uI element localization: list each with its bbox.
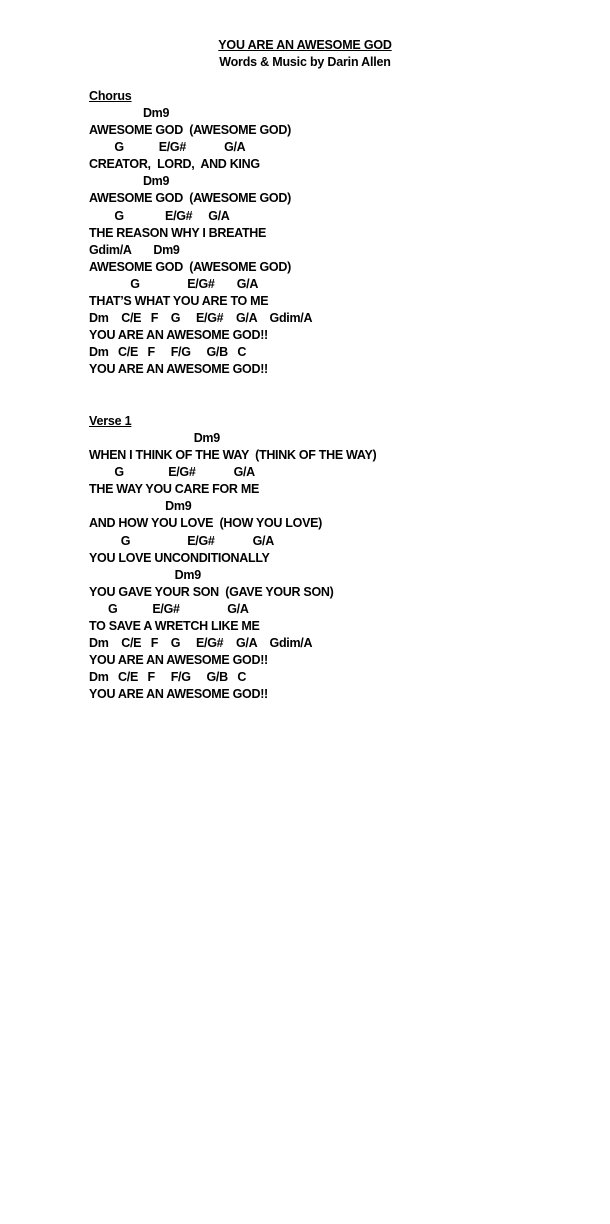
chorus-section — [89, 88, 589, 379]
chord-line: Dm C/E F F/G G/B C — [89, 345, 247, 360]
chord-line: Dm9 — [89, 431, 220, 445]
lyric-line: YOU LOVE UNCONDITIONALLY — [89, 550, 270, 565]
chord-line: Dm C/E F G E/G# G/A Gdim/A — [89, 311, 313, 326]
lyric-line: WHEN I THINK OF THE WAY (THINK OF THE WAY) — [89, 448, 377, 463]
chord-line: Dm C/E F F/G G/B C — [89, 670, 247, 685]
chord-line: G E/G# G/A — [89, 533, 274, 548]
lyric-line: AWESOME GOD (AWESOME GOD) — [89, 259, 291, 274]
lyric-line: AWESOME GOD (AWESOME GOD) — [89, 123, 291, 138]
chord-line: G E/G# G/A — [89, 465, 255, 480]
song-credit: Words & Music by Darin Allen — [219, 55, 391, 69]
chord-line: Dm9 — [89, 567, 201, 582]
lyric-line: AWESOME GOD (AWESOME GOD) — [89, 191, 291, 206]
lyric-line: YOU ARE AN AWESOME GOD!! — [89, 328, 268, 343]
lyric-line: CREATOR, LORD, AND KING — [89, 157, 260, 172]
verse1-label: Verse 1 — [89, 414, 132, 428]
chorus-label: Chorus — [89, 89, 132, 103]
lyric-line: YOU GAVE YOUR SON (GAVE YOUR SON) — [89, 584, 334, 599]
verse1-lines — [89, 430, 589, 704]
chord-line: G E/G# G/A — [89, 601, 249, 616]
chorus-lines — [89, 105, 589, 379]
lyric-line: THE REASON WHY I BREATHE — [89, 225, 267, 240]
chord-line: Dm9 — [89, 174, 170, 189]
lyric-line: YOU ARE AN AWESOME GOD!! — [89, 362, 268, 377]
chord-line: Gdim/A Dm9 — [89, 242, 180, 257]
lyric-line: TO SAVE A WRETCH LIKE ME — [89, 619, 260, 634]
lyric-line: THE WAY YOU CARE FOR ME — [89, 482, 259, 497]
chord-line: G E/G# G/A — [89, 140, 246, 155]
song-title: YOU ARE AN AWESOME GOD — [218, 38, 392, 52]
chord-line: G E/G# G/A — [89, 276, 259, 291]
lyric-line: THAT’S WHAT YOU ARE TO ME — [89, 294, 269, 309]
chord-line: Dm C/E F G E/G# G/A Gdim/A — [89, 636, 313, 651]
chord-line: G E/G# G/A — [89, 208, 230, 223]
title-block — [0, 37, 610, 71]
lyric-line: AND HOW YOU LOVE (HOW YOU LOVE) — [89, 516, 323, 531]
chord-line: Dm9 — [89, 106, 170, 120]
verse1-section — [89, 413, 589, 704]
lyric-line: YOU ARE AN AWESOME GOD!! — [89, 687, 268, 702]
lyric-line: YOU ARE AN AWESOME GOD!! — [89, 653, 268, 668]
chord-line: Dm9 — [89, 499, 192, 514]
